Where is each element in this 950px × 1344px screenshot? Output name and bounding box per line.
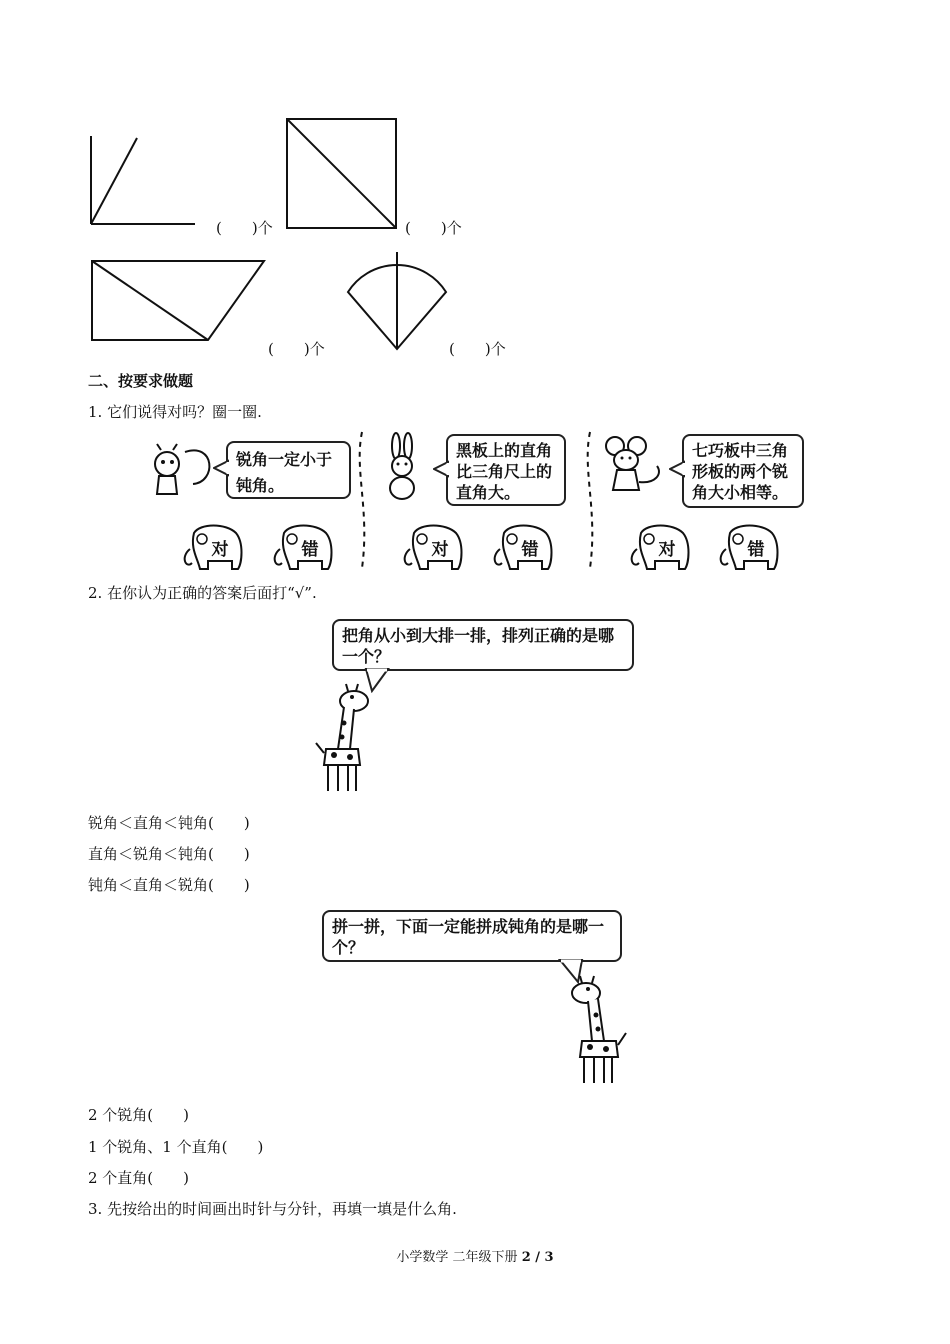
bubble-tail: [669, 460, 685, 478]
bubble-1: 锐角一定小于钝角。: [226, 441, 351, 499]
bubble-tail: [213, 459, 229, 477]
bubble-combine: 拼一拼，下面一定能拼成钝角的是哪一个？: [322, 910, 622, 962]
bubble-tail: [433, 460, 449, 478]
q3-prompt: 3. 先按给出的时间画出时针与分针，再填一填是什么角.: [88, 1200, 457, 1218]
q1-prompt: 1. 它们说得对吗？圈一圈.: [88, 403, 262, 421]
trapezoid-figure: [88, 258, 268, 344]
elephant-wrong-button[interactable]: 错: [490, 519, 556, 575]
blank-fan[interactable]: ( )个: [449, 340, 506, 358]
option-2[interactable]: 直角＜锐角＜钝角( ): [88, 845, 250, 863]
elephant-right-button[interactable]: 对: [627, 519, 693, 575]
mouse-icon: [603, 434, 665, 500]
fan-figure: [340, 250, 455, 352]
elephant-right-button[interactable]: 对: [180, 519, 246, 575]
page-number: 2 / 3: [521, 1250, 554, 1265]
blank-angle[interactable]: ( )个: [216, 219, 273, 237]
elephant-wrong-button[interactable]: 错: [716, 519, 782, 575]
q2-prompt: 2. 在你认为正确的答案后面打“√”.: [88, 584, 317, 602]
section-title: 二、按要求做题: [88, 372, 194, 390]
option-6[interactable]: 2 个直角( ): [88, 1169, 190, 1187]
blank-square[interactable]: ( )个: [405, 219, 462, 237]
square-figure: [285, 117, 400, 232]
dashed-divider: [580, 430, 600, 570]
option-3[interactable]: 钝角＜直角＜锐角( ): [88, 876, 250, 894]
option-5[interactable]: 1 个锐角、1 个直角( ): [88, 1138, 264, 1156]
angle-figure: [85, 130, 200, 230]
elephant-wrong-button[interactable]: 错: [270, 519, 336, 575]
giraffe-icon: [570, 975, 630, 1087]
page-footer: [0, 1246, 950, 1265]
blank-trapezoid[interactable]: ( )个: [268, 340, 325, 358]
giraffe-icon: [312, 683, 372, 795]
option-1[interactable]: 锐角＜直角＜钝角( ): [88, 814, 250, 832]
option-4[interactable]: 2 个锐角( ): [88, 1106, 190, 1124]
bubble-3: 七巧板中三角形板的两个锐角大小相等。: [682, 434, 804, 508]
bubble-sort: 把角从小到大排一排，排列正确的是哪一个？: [332, 619, 634, 671]
rabbit-icon: [382, 432, 422, 502]
elephant-right-button[interactable]: 对: [400, 519, 466, 575]
squirrel-icon: [145, 442, 215, 502]
bubble-2: 黑板上的直角比三角尺上的直角大。: [446, 434, 566, 506]
footer-subject: 小学数学 二年级下册: [396, 1250, 522, 1265]
dashed-divider: [352, 430, 372, 570]
